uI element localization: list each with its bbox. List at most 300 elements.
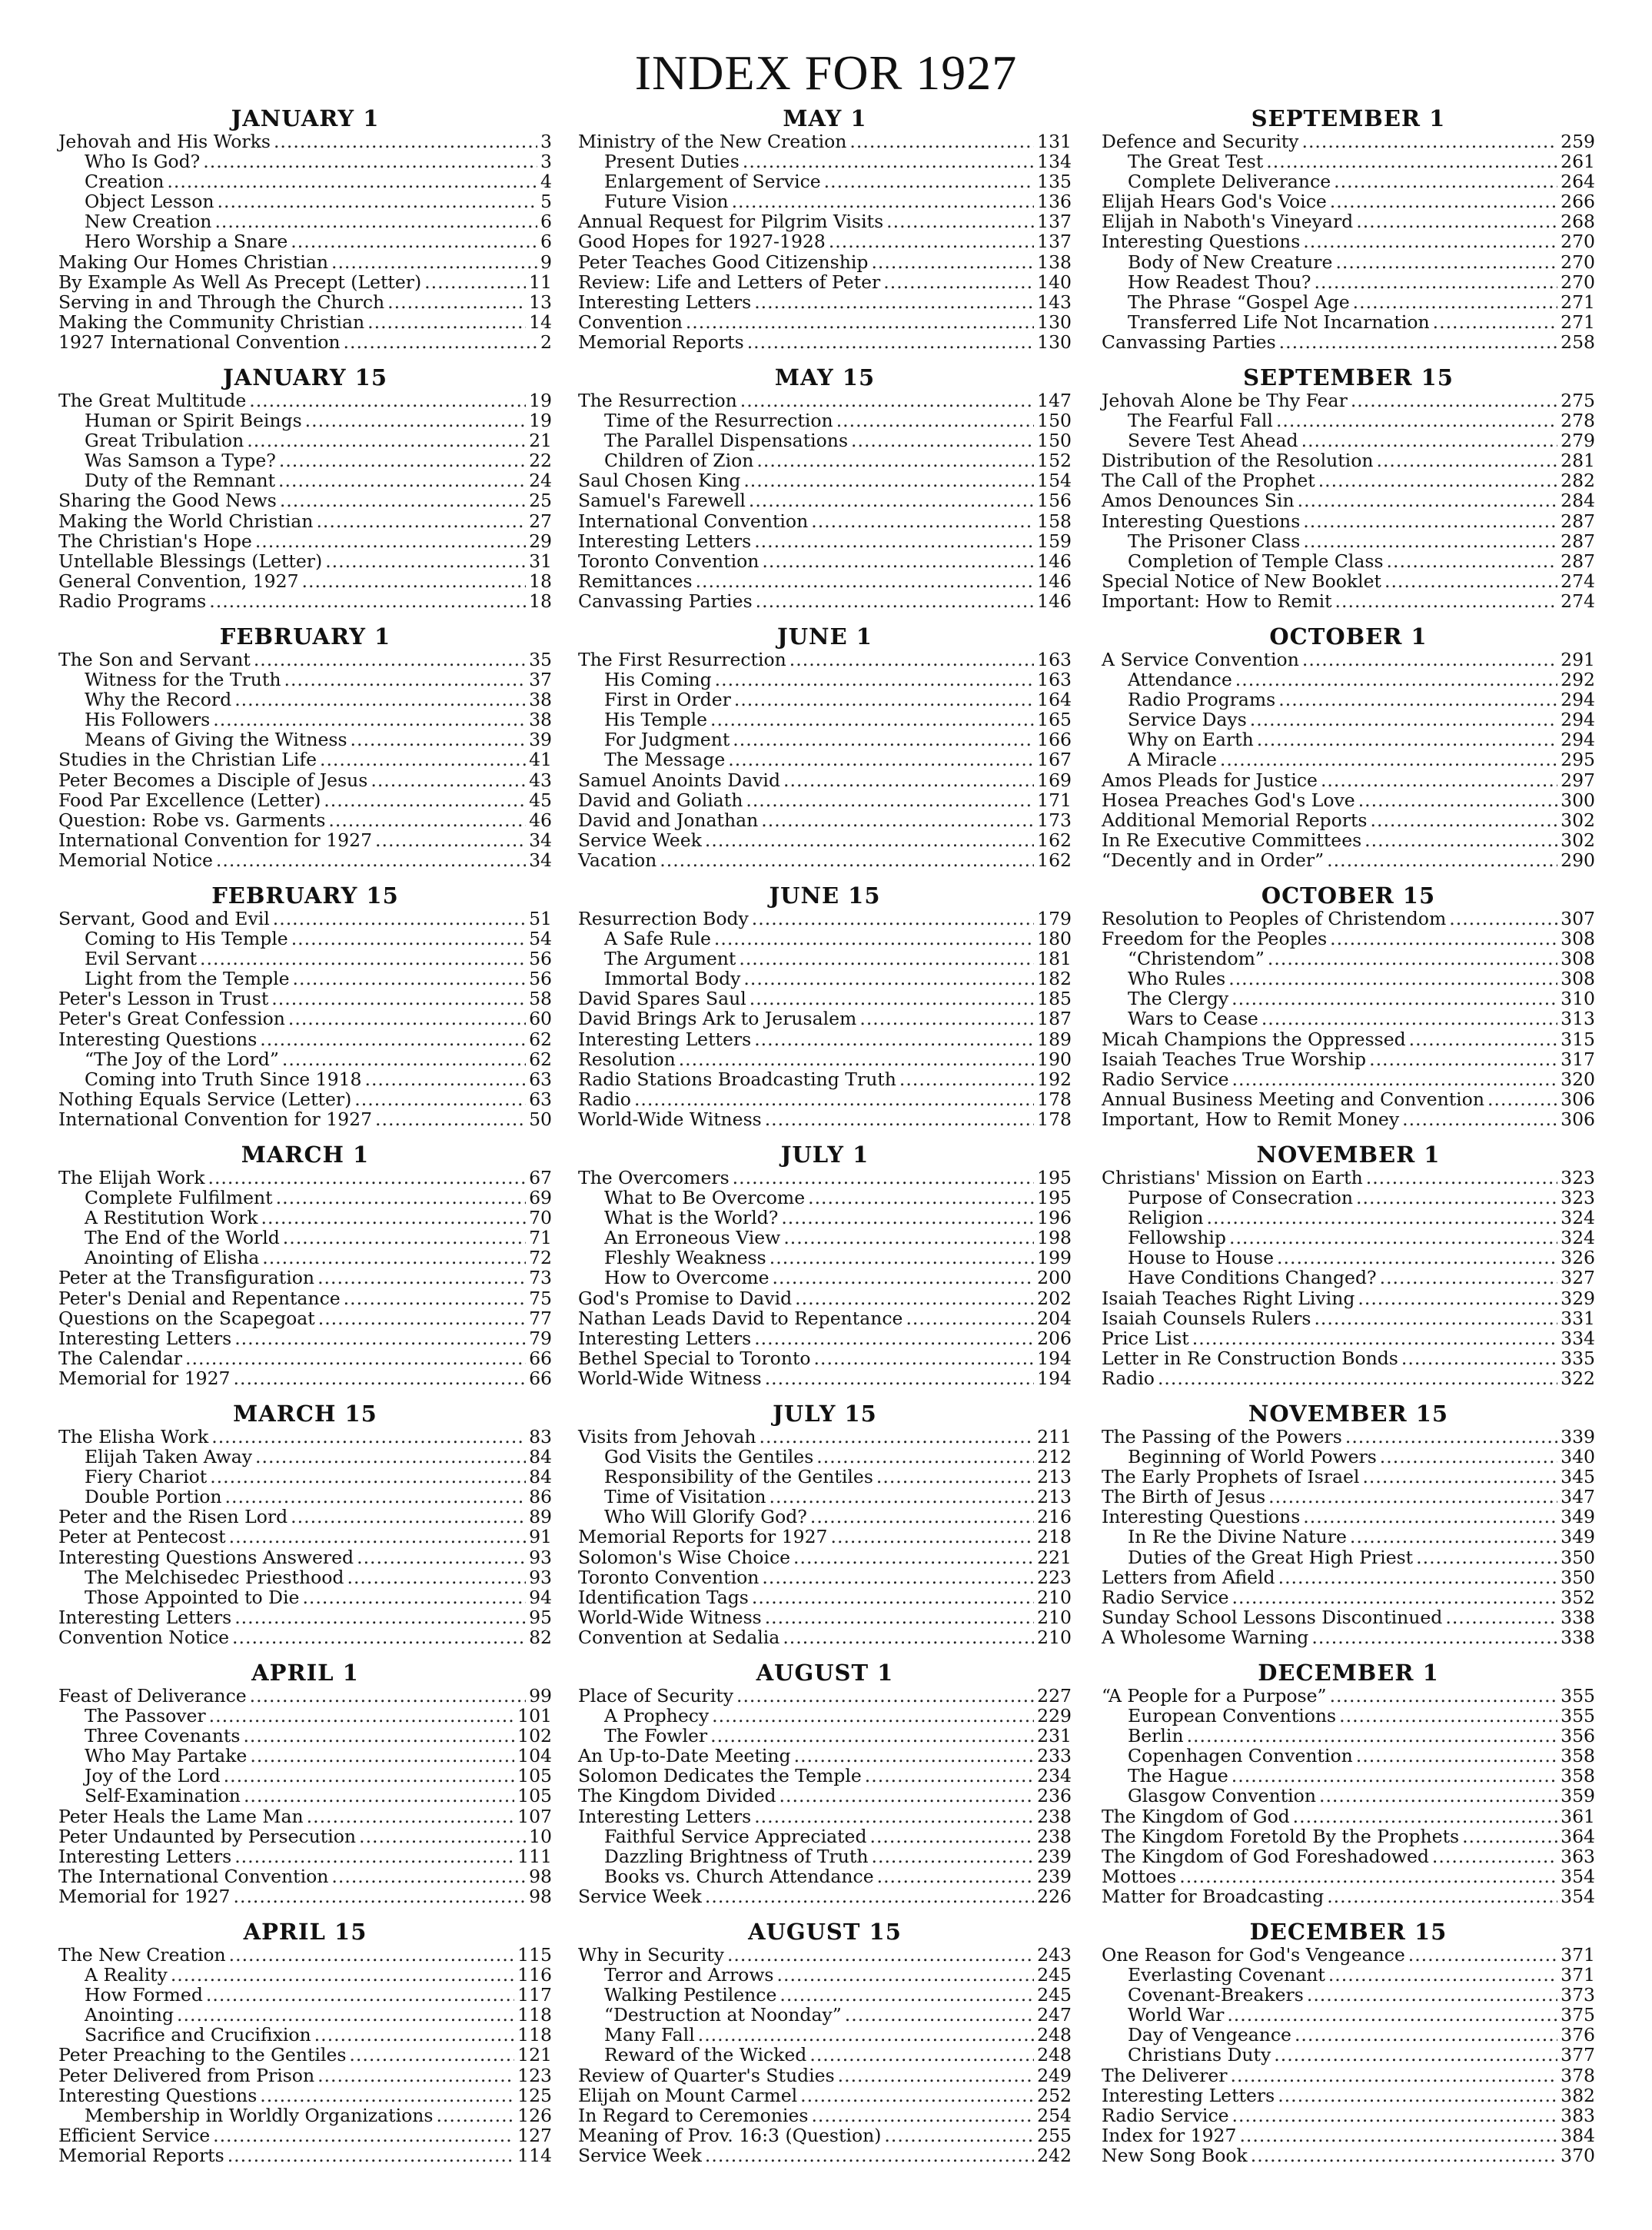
index-entry <box>1102 231 1595 251</box>
entry-title: Samuel Anoints David <box>578 769 780 791</box>
dot-leader <box>1274 2045 1557 2065</box>
section-heading: JUNE 1 <box>777 623 873 650</box>
entry-title: Interesting Questions <box>1102 231 1301 253</box>
dot-leader <box>1408 1945 1557 1965</box>
index-entry <box>578 2145 1072 2165</box>
dot-leader <box>769 1248 1034 1268</box>
dot-leader <box>756 591 1035 611</box>
entry-title: Why the Record <box>85 689 232 711</box>
index-subentry <box>578 1228 1072 1248</box>
entry-title: Resolution to Peoples of Christendom <box>1102 908 1447 929</box>
entry-page-number: 259 <box>1561 131 1595 152</box>
index-subentry <box>1102 949 1595 969</box>
entry-page-number: 200 <box>1037 1267 1072 1289</box>
entry-page-number: 373 <box>1561 1984 1595 2006</box>
entry-page-number: 45 <box>529 789 552 811</box>
index-section <box>578 365 1072 611</box>
entry-page-number: 60 <box>529 1008 552 1030</box>
entry-title: Radio Service <box>1102 1068 1229 1090</box>
section-heading: FEBRUARY 15 <box>211 882 399 909</box>
dot-leader <box>354 1089 526 1109</box>
entry-title: Identification Tags <box>578 1586 749 1608</box>
index-subentry <box>578 410 1072 430</box>
dot-leader <box>1321 770 1557 790</box>
entry-title: Resurrection Body <box>578 908 749 929</box>
dot-leader <box>316 511 526 531</box>
entry-page-number: 279 <box>1561 430 1595 452</box>
entry-title: Annual Business Meeting and Convention <box>1102 1088 1484 1110</box>
entry-title: Service Week <box>578 829 702 851</box>
entry-page-number: 99 <box>529 1685 552 1707</box>
dot-leader <box>877 1866 1035 1886</box>
entry-page-number: 320 <box>1561 1068 1595 1090</box>
entry-title: Immortal Body <box>604 968 741 990</box>
dot-leader <box>387 292 526 312</box>
entry-title: Peter Delivered from Prison <box>58 2064 315 2086</box>
dot-leader <box>1334 171 1557 191</box>
entry-page-number: 18 <box>529 570 552 592</box>
entry-page-number: 66 <box>529 1347 552 1369</box>
entry-title: Jehovah Alone be Thy Fear <box>1102 390 1348 411</box>
index-entry <box>1102 470 1595 490</box>
dot-leader <box>344 332 538 352</box>
entry-title: Annual Request for Pilgrim Visits <box>578 211 884 233</box>
section-heading: JUNE 15 <box>769 882 881 909</box>
index-subentry <box>1102 531 1595 551</box>
entry-page-number: 239 <box>1037 1845 1072 1867</box>
dot-leader <box>1335 591 1558 611</box>
index-entry <box>58 1308 552 1328</box>
index-subentry <box>578 749 1072 769</box>
index-section <box>1102 1401 1595 1647</box>
dot-leader <box>216 850 526 870</box>
entry-page-number: 25 <box>529 490 552 512</box>
dot-leader <box>906 1308 1034 1328</box>
index-entry <box>58 1826 552 1846</box>
index-section <box>58 624 552 870</box>
dot-leader <box>811 2105 1034 2125</box>
entry-title: Attendance <box>1128 669 1232 691</box>
dot-leader <box>234 690 526 710</box>
dot-leader <box>710 710 1034 729</box>
index-entry <box>578 1686 1072 1706</box>
index-subentry <box>578 729 1072 749</box>
entry-page-number: 24 <box>529 470 552 492</box>
entry-page-number: 194 <box>1037 1367 1072 1389</box>
entry-page-number: 130 <box>1037 331 1072 353</box>
entry-page-number: 190 <box>1037 1048 1072 1070</box>
index-entry <box>1102 650 1595 670</box>
entry-title: General Convention, 1927 <box>58 570 299 592</box>
entry-title: Meaning of Prov. 16:3 (Question) <box>578 2124 882 2146</box>
dot-leader <box>883 272 1034 292</box>
dot-leader <box>789 650 1034 670</box>
entry-page-number: 195 <box>1037 1167 1072 1188</box>
entry-title: Body of New Creature <box>1128 251 1333 273</box>
entry-title: Matter for Broadcasting <box>1102 1885 1325 1907</box>
entry-page-number: 102 <box>517 1725 552 1747</box>
index-entry <box>1102 1328 1595 1348</box>
entry-page-number: 22 <box>529 450 552 472</box>
dot-leader <box>271 989 526 1009</box>
entry-page-number: 229 <box>1037 1705 1072 1727</box>
entry-page-number: 18 <box>529 590 552 612</box>
entry-page-number: 358 <box>1561 1745 1595 1767</box>
entry-page-number: 178 <box>1037 1088 1072 1110</box>
entry-title: Who May Partake <box>85 1745 248 1767</box>
dot-leader <box>696 571 1035 591</box>
entry-title: Glasgow Convention <box>1128 1785 1316 1807</box>
entry-title: Question: Robe vs. Garments <box>58 809 326 831</box>
index-subentry <box>58 151 552 171</box>
entry-page-number: 382 <box>1561 2084 1595 2106</box>
index-subentry <box>578 2005 1072 2025</box>
entry-title: Hero Worship a Snare <box>85 231 288 253</box>
index-subentry <box>1102 430 1595 450</box>
index-section <box>578 1401 1072 1647</box>
dot-leader <box>1251 2145 1557 2165</box>
entry-page-number: 291 <box>1561 649 1595 670</box>
dot-leader <box>752 909 1034 929</box>
dot-leader <box>177 2005 514 2025</box>
dot-leader <box>234 1607 526 1627</box>
entry-title: Radio <box>578 1088 631 1110</box>
index-entry <box>1102 810 1595 830</box>
entry-title: Means of Giving the Witness <box>85 729 347 751</box>
index-entry <box>58 1507 552 1527</box>
entry-page-number: 339 <box>1561 1426 1595 1447</box>
index-subentry <box>58 1786 552 1806</box>
entry-page-number: 361 <box>1561 1805 1595 1827</box>
index-entry <box>58 252 552 272</box>
entry-title: Peter at the Transfiguration <box>58 1267 315 1289</box>
dot-leader <box>811 511 1034 531</box>
dot-leader <box>1432 1846 1557 1866</box>
entry-page-number: 19 <box>529 410 552 432</box>
entry-page-number: 221 <box>1037 1546 1072 1568</box>
dot-leader <box>836 410 1034 430</box>
entry-title: New Song Book <box>1102 2144 1248 2166</box>
entry-title: World-Wide Witness <box>578 1367 762 1389</box>
index-entry <box>58 1328 552 1348</box>
entry-title: An Erroneous View <box>604 1227 781 1249</box>
entry-page-number: 324 <box>1561 1227 1595 1249</box>
entry-page-number: 245 <box>1037 1964 1072 1986</box>
index-entry <box>1102 1886 1595 1906</box>
entry-title: Complete Deliverance <box>1128 171 1331 193</box>
index-subentry <box>58 231 552 251</box>
entry-page-number: 38 <box>529 709 552 731</box>
index-subentry <box>58 1467 552 1487</box>
entry-title: Day of Vengeance <box>1128 2024 1291 2046</box>
entry-title: Bethel Special to Toronto <box>578 1347 811 1369</box>
index-subentry <box>58 470 552 490</box>
dot-leader <box>234 1368 527 1388</box>
entry-title: Elijah Hears God's Voice <box>1102 191 1327 213</box>
entry-page-number: 163 <box>1037 669 1072 691</box>
entry-title: Isaiah Teaches Right Living <box>1102 1287 1355 1309</box>
dot-leader <box>740 390 1034 410</box>
entry-page-number: 287 <box>1561 530 1595 552</box>
entry-page-number: 67 <box>529 1167 552 1188</box>
entry-page-number: 213 <box>1037 1486 1072 1508</box>
index-subentry <box>578 191 1072 211</box>
section-heading: MARCH 1 <box>241 1142 370 1168</box>
entry-page-number: 334 <box>1561 1327 1595 1349</box>
index-entry <box>58 571 552 591</box>
section-heading: AUGUST 15 <box>748 1919 902 1945</box>
dot-leader <box>232 1627 526 1647</box>
dot-leader <box>1339 1706 1557 1726</box>
dot-leader <box>781 1208 1034 1228</box>
entry-page-number: 71 <box>529 1227 552 1249</box>
entry-title: Great Tribulation <box>85 430 244 452</box>
dot-leader <box>849 131 1034 151</box>
index-entry <box>578 332 1072 352</box>
index-section <box>1102 1142 1595 1388</box>
index-subentry <box>1102 1447 1595 1467</box>
index-subentry <box>1102 551 1595 571</box>
dot-leader <box>293 969 527 989</box>
entry-page-number: 169 <box>1037 769 1072 791</box>
entry-page-number: 180 <box>1037 928 1072 950</box>
index-entry <box>1102 1368 1595 1388</box>
entry-title: Solomon's Wise Choice <box>578 1546 791 1568</box>
entry-title: Fiery Chariot <box>85 1466 208 1488</box>
dot-leader <box>218 191 538 211</box>
entry-title: Elijah in Naboth's Vineyard <box>1102 211 1354 233</box>
dot-leader <box>754 1328 1034 1348</box>
entry-title: The First Resurrection <box>578 649 786 670</box>
entry-page-number: 338 <box>1561 1606 1595 1628</box>
dot-leader <box>1192 1328 1557 1348</box>
index-entry <box>1102 191 1595 211</box>
dot-leader <box>754 531 1034 551</box>
dot-leader <box>228 2145 514 2165</box>
dot-leader <box>1302 650 1557 670</box>
index-entry <box>58 810 552 830</box>
entry-title: The Calendar <box>58 1347 183 1369</box>
entry-title: Important, How to Remit Money <box>1102 1108 1400 1130</box>
dot-leader <box>307 1806 515 1826</box>
index-entry <box>1102 571 1595 591</box>
entry-page-number: 383 <box>1561 2104 1595 2126</box>
entry-page-number: 5 <box>540 191 552 213</box>
dot-leader <box>1231 2065 1558 2085</box>
index-entry <box>1102 591 1595 611</box>
entry-title: Food Par Excellence (Letter) <box>58 789 321 811</box>
dot-leader <box>1351 390 1557 410</box>
index-entry <box>58 292 552 312</box>
index-entry <box>578 211 1072 231</box>
index-entry <box>58 650 552 670</box>
index-entry <box>1102 1866 1595 1886</box>
entry-title: Three Covenants <box>85 1725 241 1747</box>
dot-leader <box>1232 1766 1557 1786</box>
entry-page-number: 118 <box>517 2024 552 2046</box>
dot-leader <box>824 171 1034 191</box>
entry-title: Peter's Great Confession <box>58 1008 285 1030</box>
entry-title: By Example As Well As Precept (Letter) <box>58 271 422 293</box>
index-entry <box>1102 770 1595 790</box>
dot-leader <box>291 929 526 949</box>
entry-page-number: 121 <box>517 2044 552 2066</box>
dot-leader <box>1235 670 1557 690</box>
index-entry <box>58 511 552 531</box>
index-entry <box>1102 1686 1595 1706</box>
index-entry <box>578 131 1072 151</box>
index-section <box>1102 1919 1595 2165</box>
index-entry <box>578 1348 1072 1368</box>
section-heading: AUGUST 1 <box>756 1660 894 1686</box>
dot-leader <box>1384 571 1557 591</box>
entry-page-number: 98 <box>529 1885 552 1907</box>
entry-page-number: 252 <box>1037 2084 1072 2106</box>
dot-leader <box>793 1547 1034 1567</box>
index-subentry <box>578 1188 1072 1208</box>
entry-title: Remittances <box>578 570 693 592</box>
entry-page-number: 21 <box>529 430 552 452</box>
dot-leader <box>1278 2085 1557 2105</box>
entry-page-number: 165 <box>1037 709 1072 731</box>
dot-leader <box>1409 1029 1557 1049</box>
dot-leader <box>318 1308 526 1328</box>
index-subentry <box>578 1268 1072 1288</box>
entry-page-number: 56 <box>529 968 552 990</box>
entry-page-number: 162 <box>1037 829 1072 851</box>
index-subentry <box>1102 151 1595 171</box>
entry-title: The Resurrection <box>578 390 737 411</box>
dot-leader <box>367 312 526 332</box>
dot-leader <box>1356 1188 1557 1208</box>
index-subentry <box>578 710 1072 729</box>
entry-title: Peter at Pentecost <box>58 1526 226 1548</box>
index-entry <box>58 2145 552 2165</box>
entry-page-number: 127 <box>517 2124 552 2146</box>
dot-leader <box>351 729 527 749</box>
entry-title: How Readest Thou? <box>1128 271 1311 293</box>
index-entry <box>1102 2085 1595 2105</box>
entry-page-number: 63 <box>529 1068 552 1090</box>
dot-leader <box>243 1726 514 1746</box>
index-entry <box>578 1945 1072 1965</box>
dot-leader <box>349 2045 514 2065</box>
index-entry <box>1102 450 1595 470</box>
index-subentry <box>1102 1228 1595 1248</box>
dot-leader <box>733 729 1034 749</box>
index-entry <box>58 332 552 352</box>
entry-title: How Formed <box>85 1984 203 2006</box>
index-subentry <box>58 410 552 430</box>
entry-page-number: 123 <box>517 2064 552 2086</box>
index-section <box>578 624 1072 870</box>
entry-page-number: 308 <box>1561 968 1595 990</box>
dot-leader <box>250 1746 514 1766</box>
entry-page-number: 31 <box>529 550 552 572</box>
entry-page-number: 195 <box>1037 1187 1072 1209</box>
dot-leader <box>762 1567 1034 1587</box>
dot-leader <box>224 1766 515 1786</box>
index-entry <box>58 1089 552 1109</box>
entry-page-number: 159 <box>1037 530 1072 552</box>
index-entry <box>1102 1567 1595 1587</box>
entry-page-number: 242 <box>1037 2144 1072 2166</box>
entry-page-number: 54 <box>529 928 552 950</box>
index-entry <box>578 591 1072 611</box>
dot-leader <box>1356 211 1557 231</box>
entry-page-number: 264 <box>1561 171 1595 193</box>
index-entry <box>578 1029 1072 1049</box>
dot-leader <box>872 1846 1035 1866</box>
section-heading: DECEMBER 1 <box>1258 1660 1439 1686</box>
index-subentry <box>58 430 552 450</box>
entry-title: Jehovah and His Works <box>58 131 271 152</box>
entry-title: Radio Programs <box>1128 689 1276 711</box>
entry-title: Duty of the Remnant <box>85 470 276 492</box>
index-subentry <box>578 1846 1072 1866</box>
index-entry <box>58 2125 552 2145</box>
index-entry <box>1102 2145 1595 2165</box>
dot-leader <box>1387 551 1558 571</box>
section-heading: APRIL 1 <box>251 1660 359 1686</box>
entry-page-number: 86 <box>529 1486 552 1508</box>
dot-leader <box>739 949 1034 969</box>
index-entry <box>578 1627 1072 1647</box>
entry-title: Who Is God? <box>85 151 201 173</box>
entry-title: Peter Preaching to the Gentiles <box>58 2044 347 2066</box>
entry-page-number: 349 <box>1561 1506 1595 1528</box>
index-entry <box>1102 850 1595 870</box>
entry-page-number: 72 <box>529 1247 552 1269</box>
index-subentry <box>58 1587 552 1607</box>
index-section <box>58 365 552 611</box>
entry-page-number: 152 <box>1037 450 1072 472</box>
dot-leader <box>1301 430 1558 450</box>
dot-leader <box>276 1188 526 1208</box>
entry-title: Enlargement of Service <box>604 171 821 193</box>
index-subentry <box>578 151 1072 171</box>
index-subentry <box>578 670 1072 690</box>
index-section <box>58 1919 552 2165</box>
entry-title: Interesting Letters <box>578 1327 752 1349</box>
entry-title: Copenhagen Convention <box>1128 1745 1353 1767</box>
index-subentry <box>1102 252 1595 272</box>
dot-leader <box>357 1547 526 1567</box>
entry-title: What to Be Overcome <box>604 1187 806 1209</box>
entry-title: The Message <box>604 749 726 771</box>
index-entry <box>58 1627 552 1647</box>
entry-title: Interesting Questions <box>58 1028 258 1050</box>
entry-page-number: 249 <box>1037 2064 1072 2086</box>
dot-leader <box>851 430 1034 450</box>
dot-leader <box>328 810 526 830</box>
dot-leader <box>171 1965 514 1985</box>
index-subentry <box>58 690 552 710</box>
entry-page-number: 271 <box>1561 291 1595 313</box>
entry-page-number: 306 <box>1561 1108 1595 1130</box>
entry-page-number: 239 <box>1037 1865 1072 1887</box>
entry-page-number: 297 <box>1561 769 1595 791</box>
entry-title: Interesting Questions <box>58 2084 258 2106</box>
entry-title: Making the Community Christian <box>58 311 365 333</box>
entry-page-number: 93 <box>529 1566 552 1588</box>
index-subentry <box>578 969 1072 989</box>
entry-title: Special Notice of New Booklet <box>1102 570 1381 592</box>
index-entry <box>58 1348 552 1368</box>
dot-leader <box>283 1228 526 1248</box>
dot-leader <box>1277 1248 1557 1268</box>
entry-title: Important: How to Remit <box>1102 590 1332 612</box>
